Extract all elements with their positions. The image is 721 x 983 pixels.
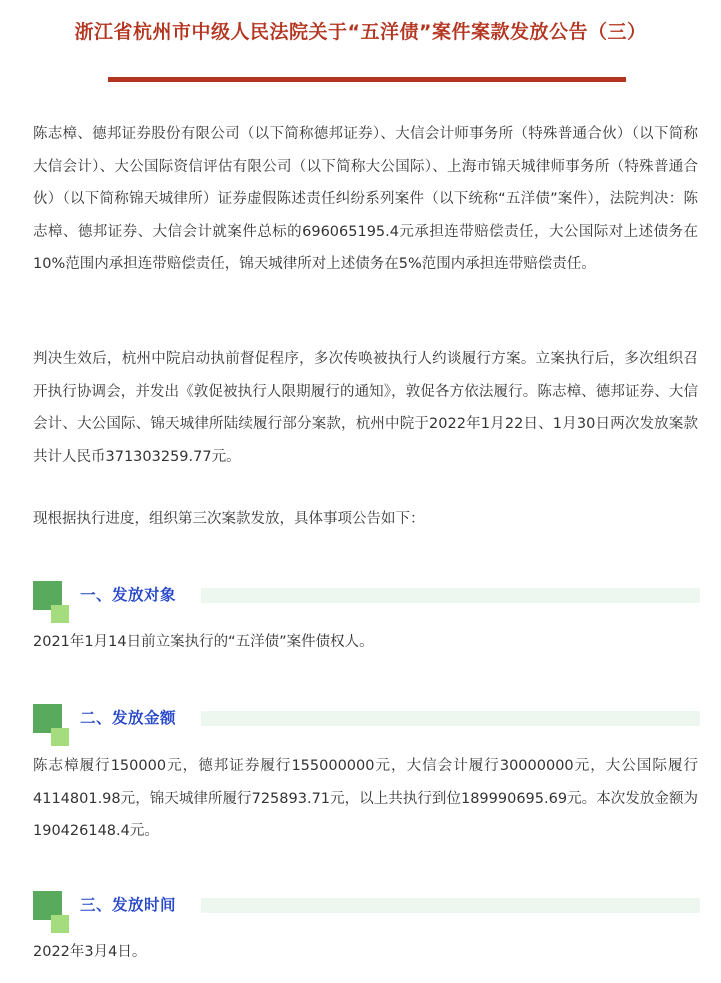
intro-paragraph-1: 陈志樟、德邦证券股份有限公司（以下简称德邦证券）、大信会计师事务所（特殊普通合伙）（以下简称大信会计）、大公国际资信评估有限公司（以下简称大公国际）、上海市锦天城律师事务所（特殊普通合伙）（以下简称锦天城律所）证券虚假陈述责任纠纷系列案件（以下统称“五洋债”案件），法院判决：陈志樟、德邦证券、大信会计就案件总标的696065195.4元承担连带赔偿责任，大公国际对上述债务在10%范围内承担连带赔偿责任，锦天城律所对上述债务在5%范围内承担连带赔偿责任。 <box>33 126 698 272</box>
section-square-light <box>51 915 69 933</box>
page-title: 浙江省杭州市中级人民法院关于“五洋债”案件案款发放公告（三） <box>74 21 647 43</box>
section-body-recipients: 2021年1月14日前立案执行的“五洋债”案件债权人。 <box>33 634 374 650</box>
section-heading-bar <box>201 711 700 726</box>
section-heading: 一、发放对象 <box>80 586 177 604</box>
section-header-time <box>33 891 700 935</box>
section-heading-bar <box>201 898 700 913</box>
section-heading-bar <box>201 588 700 603</box>
section-heading: 三、发放时间 <box>80 896 177 914</box>
section-body-time: 2022年3月4日。 <box>33 944 147 960</box>
section-body-amount: 陈志樟履行150000元，德邦证券履行155000000元，大信会计履行30000000元，大公国际履行4114801.98元，锦天城律所履行725893.71元，以上共执行到位189990695.69元。本次发放金额为190426148.4元。 <box>33 758 698 839</box>
section-square-light <box>51 605 69 623</box>
title-underline <box>108 77 626 82</box>
intro-paragraph-2: 判决生效后，杭州中院启动执前督促程序，多次传唤被执行人约谈履行方案。立案执行后，多次组织召开执行协调会，并发出《敦促被执行人限期履行的通知》，敦促各方依法履行。陈志樟、德邦证券、大信会计、大公国际、锦天城律所陆续履行部分案款，杭州中院于2022年1月22日、1月30日两次发放案款共计人民币371303259.77元。 <box>33 351 698 465</box>
intro-paragraph-3: 现根据执行进度，组织第三次案款发放，具体事项公告如下： <box>33 511 425 527</box>
section-heading: 二、发放金额 <box>80 709 177 727</box>
section-header-amount <box>33 704 700 748</box>
section-header-recipients <box>33 581 700 625</box>
section-square-light <box>51 728 69 746</box>
